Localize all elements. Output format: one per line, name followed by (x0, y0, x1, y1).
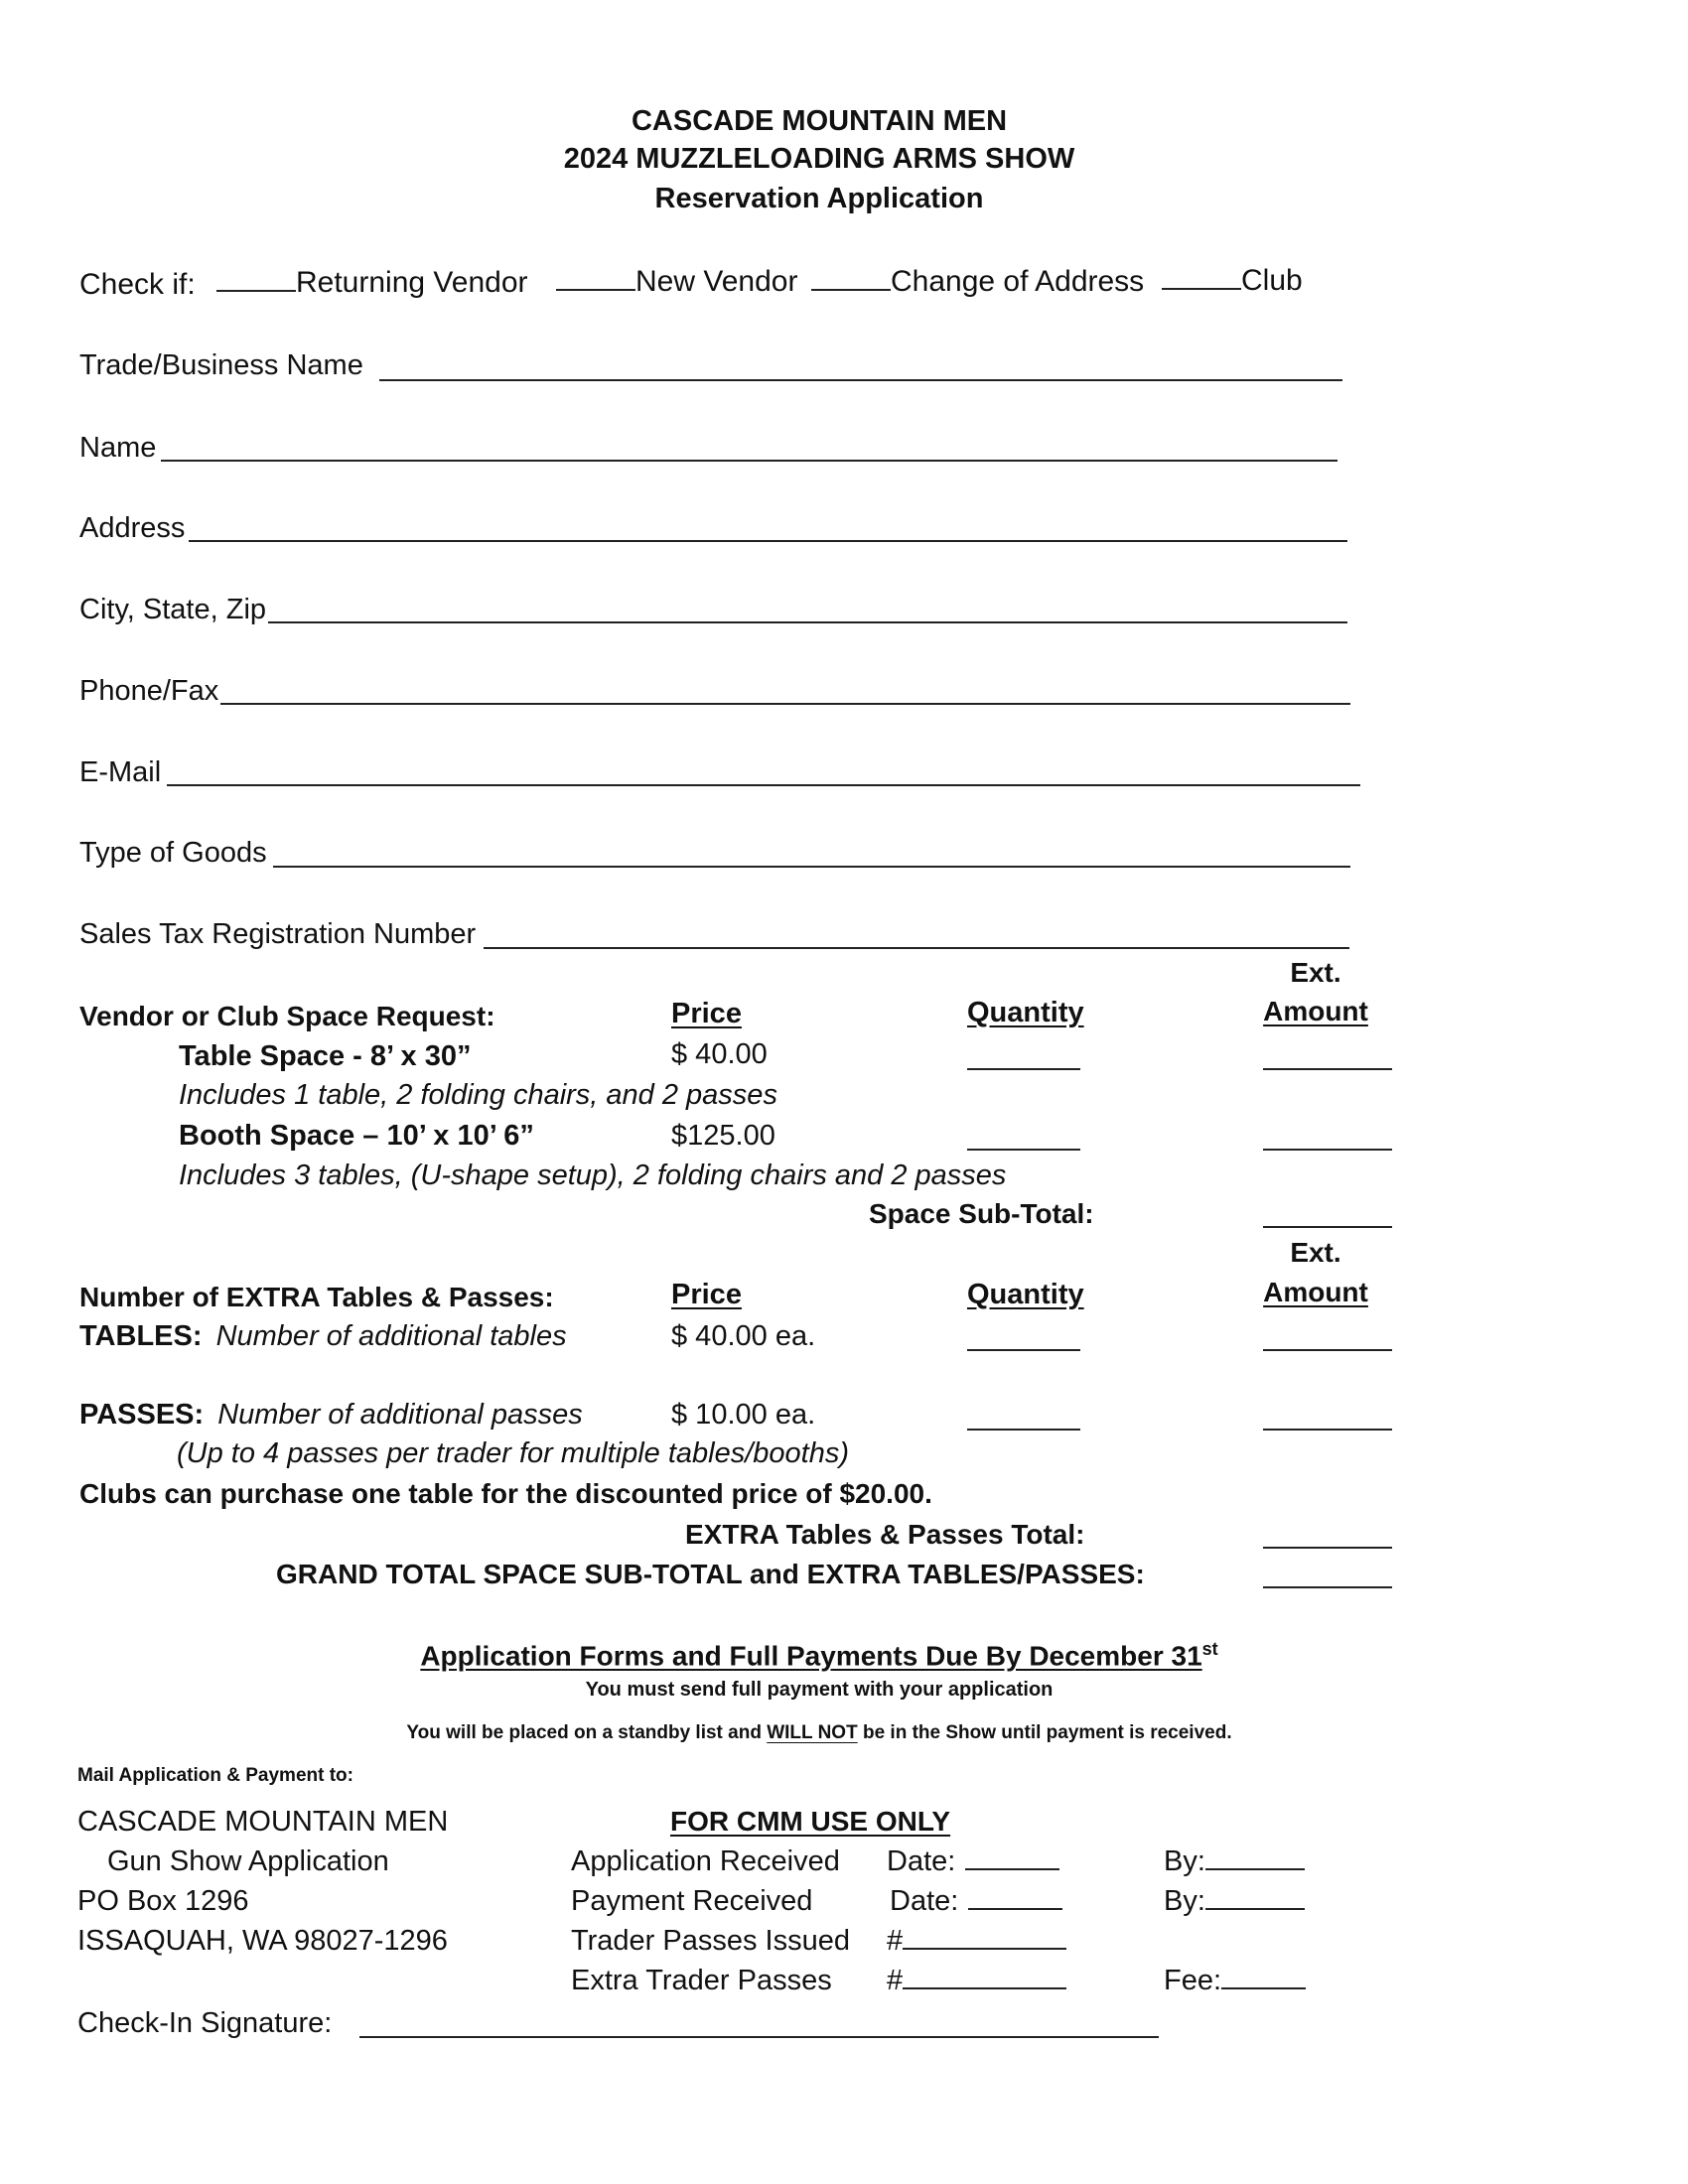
cmm-row-4-fee-label: Fee: (1164, 1965, 1222, 1996)
form-show-title: 2024 MUZZLELOADING ARMS SHOW (563, 143, 1075, 175)
extra-passes-label: PASSES: (79, 1399, 205, 1431)
type-of-goods-field[interactable] (273, 866, 1350, 868)
extra-passes-amount-field[interactable] (1263, 1429, 1392, 1431)
grand-total-field[interactable] (1263, 1586, 1392, 1588)
name-field[interactable] (161, 460, 1337, 462)
due-line-2-a: You will be placed on a standby list and (406, 1722, 768, 1743)
cmm-row-3-label: Trader Passes Issued (571, 1925, 850, 1957)
cmm-row-4-number-field[interactable] (903, 1987, 1066, 1989)
check-new-vendor[interactable] (556, 265, 797, 299)
extra-tables-amount-field[interactable] (1263, 1349, 1392, 1351)
type-of-goods-label: Type of Goods (79, 837, 267, 869)
extra-heading: Number of EXTRA Tables & Passes: (79, 1282, 554, 1312)
cmm-row-3-number-label: # (887, 1925, 904, 1957)
cmm-row-2-by-label: By: (1164, 1885, 1205, 1917)
clubs-discount-note: Clubs can purchase one table for the discounted price of $20.00. (79, 1478, 932, 1509)
due-line-1: You must send full payment with your application (585, 1679, 1054, 1701)
booth-space-quantity-field[interactable] (967, 1149, 1080, 1151)
cmm-heading: FOR CMM USE ONLY (670, 1806, 951, 1837)
cmm-row-2-date-field[interactable] (968, 1908, 1062, 1910)
extra-passes-quantity-field[interactable] (967, 1429, 1080, 1431)
cmm-row-1-by (1164, 1845, 1305, 1878)
email-field[interactable] (167, 784, 1360, 786)
extra-passes-price: $ 10.00 ea. (671, 1399, 816, 1431)
returning-vendor-label: Returning Vendor (296, 266, 528, 299)
cmm-row-1-by-label: By: (1164, 1845, 1205, 1877)
due-line-2-b: WILL NOT (767, 1722, 858, 1743)
cmm-row-2-by-field[interactable] (1205, 1908, 1305, 1910)
due-heading (298, 1639, 1340, 1672)
table-space-quantity-field[interactable] (967, 1068, 1080, 1070)
extra-ext-header: Ext. (1290, 1237, 1341, 1268)
cmm-row-4-number-label: # (887, 1965, 904, 1996)
extra-total-label: EXTRA Tables & Passes Total: (685, 1519, 1085, 1550)
table-space-amount-field[interactable] (1263, 1068, 1392, 1070)
cmm-row-2-date-label: Date: (890, 1885, 959, 1917)
space-price-header: Price (671, 998, 742, 1029)
grand-total-label: GRAND TOTAL SPACE SUB-TOTAL and EXTRA TABLES/PASSES: (276, 1559, 1145, 1589)
extra-tables-row (79, 1320, 567, 1353)
extra-passes-desc: Number of additional passes (217, 1399, 583, 1431)
space-ext-header: Ext. (1290, 957, 1341, 988)
booth-space-amount-field[interactable] (1263, 1149, 1392, 1151)
signature-label: Check-In Signature: (77, 2007, 333, 2039)
extra-quantity-header: Quantity (967, 1279, 1084, 1310)
returning-vendor-blank[interactable] (216, 290, 296, 292)
due-line-2-c: be in the Show until payment is received. (857, 1722, 1232, 1743)
cmm-row-1-date (887, 1845, 1059, 1878)
extra-amount-header: Amount (1263, 1277, 1368, 1307)
club-label: Club (1241, 264, 1303, 297)
due-heading-text: Application Forms and Full Payments Due By December 31 (420, 1640, 1202, 1672)
extra-price-header: Price (671, 1279, 742, 1310)
extra-passes-row (79, 1399, 583, 1432)
form-subtitle: Reservation Application (654, 183, 984, 214)
cmm-row-1-by-field[interactable] (1205, 1868, 1305, 1870)
new-vendor-blank[interactable] (556, 289, 635, 291)
space-request-heading: Vendor or Club Space Request: (79, 1001, 495, 1031)
due-heading-sup: st (1201, 1639, 1218, 1659)
sales-tax-field[interactable] (484, 947, 1349, 949)
mail-line-2: Gun Show Application (107, 1845, 389, 1877)
extra-total-field[interactable] (1263, 1547, 1392, 1549)
change-of-address-label: Change of Address (891, 265, 1145, 298)
business-name-field[interactable] (379, 379, 1342, 381)
cmm-row-4-fee (1164, 1965, 1306, 1997)
table-space-price: $ 40.00 (671, 1038, 768, 1070)
business-name-label: Trade/Business Name (79, 349, 363, 381)
due-line-2 (199, 1722, 1440, 1744)
mail-line-1: CASCADE MOUNTAIN MEN (77, 1806, 449, 1838)
cmm-row-3-number-field[interactable] (903, 1948, 1066, 1950)
cmm-row-2-date (890, 1885, 1062, 1918)
email-label: E-Mail (79, 756, 162, 788)
table-space-label: Table Space - 8’ x 30” (179, 1040, 472, 1072)
space-subtotal-label: Space Sub-Total: (869, 1198, 1094, 1229)
cmm-row-1-date-label: Date: (887, 1845, 956, 1877)
extra-tables-label: TABLES: (79, 1320, 203, 1352)
name-label: Name (79, 432, 157, 464)
space-quantity-header: Quantity (967, 997, 1084, 1028)
cmm-row-1-date-field[interactable] (965, 1868, 1059, 1870)
passes-limit-note: (Up to 4 passes per trader for multiple tables/booths) (177, 1437, 849, 1469)
club-blank[interactable] (1162, 288, 1241, 290)
cmm-row-1-label: Application Received (571, 1845, 840, 1877)
mail-to-label: Mail Application & Payment to: (77, 1765, 353, 1786)
check-if-label: Check if: (79, 268, 196, 301)
cmm-row-2-by (1164, 1885, 1305, 1918)
signature-field[interactable] (359, 2036, 1159, 2038)
booth-space-note: Includes 3 tables, (U-shape setup), 2 folding chairs and 2 passes (179, 1160, 1007, 1191)
table-space-note: Includes 1 table, 2 folding chairs, and 2 passes (179, 1079, 777, 1111)
extra-tables-price: $ 40.00 ea. (671, 1320, 816, 1352)
phone-fax-label: Phone/Fax (79, 675, 219, 707)
address-label: Address (79, 512, 186, 544)
check-club[interactable] (1162, 264, 1303, 298)
change-of-address-blank[interactable] (811, 289, 891, 291)
booth-space-label: Booth Space – 10’ x 10’ 6” (179, 1120, 534, 1152)
check-change-of-address[interactable] (811, 265, 1144, 299)
extra-tables-desc: Number of additional tables (215, 1320, 567, 1352)
phone-fax-field[interactable] (220, 703, 1350, 705)
cmm-row-2-label: Payment Received (571, 1885, 813, 1917)
cmm-row-4-label: Extra Trader Passes (571, 1965, 832, 1996)
cmm-row-4-fee-field[interactable] (1221, 1987, 1306, 1989)
form-org-title: CASCADE MOUNTAIN MEN (631, 105, 1008, 137)
sales-tax-label: Sales Tax Registration Number (79, 918, 477, 950)
cmm-row-3-number (887, 1925, 1066, 1958)
extra-tables-quantity-field[interactable] (967, 1349, 1080, 1351)
space-subtotal-field[interactable] (1263, 1226, 1392, 1228)
mail-line-3: PO Box 1296 (77, 1885, 249, 1917)
mail-line-4: ISSAQUAH, WA 98027-1296 (77, 1925, 448, 1957)
check-returning-vendor[interactable] (216, 266, 528, 300)
city-state-zip-label: City, State, Zip (79, 594, 267, 625)
city-state-zip-field[interactable] (268, 621, 1347, 623)
new-vendor-label: New Vendor (635, 265, 798, 298)
space-amount-header: Amount (1263, 996, 1368, 1026)
booth-space-price: $125.00 (671, 1120, 775, 1152)
address-field[interactable] (189, 540, 1347, 542)
cmm-row-4-number (887, 1965, 1066, 1997)
